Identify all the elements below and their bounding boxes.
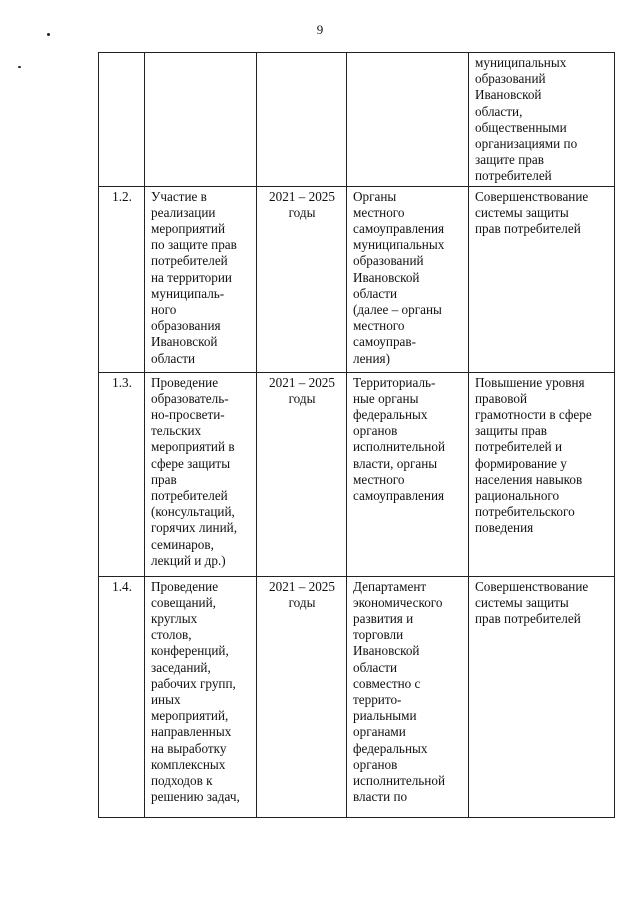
result-cell: муниципальных образований Ивановской области, общественными организациями по защите прав потребителей	[469, 53, 615, 187]
result-cell: Совершенствование системы защиты прав потребителей	[469, 186, 615, 372]
table-row	[99, 576, 615, 817]
measures-table	[98, 52, 615, 818]
table-row	[99, 53, 615, 187]
result-cell: Совершенствование системы защиты прав потребителей	[469, 576, 615, 817]
executor-cell: Департамент экономического развития и торговли Ивановской области совместно с террито- риальными органами федеральных органов исполнительной власти по	[347, 576, 469, 817]
period-cell: 2021 – 2025 годы	[257, 186, 347, 372]
scan-speck-top	[47, 33, 50, 36]
page-number: 9	[316, 22, 324, 37]
period-cell	[257, 53, 347, 187]
row-number	[99, 53, 145, 187]
period-cell: 2021 – 2025 годы	[257, 576, 347, 817]
result-cell: Повышение уровня правовой грамотности в сфере защиты прав потребителей и формирование у населения навыков рационального потребительского поведения	[469, 372, 615, 576]
event-cell: Участие в реализации мероприятий по защите прав потребителей на территории муниципаль- ного образования Ивановской области	[145, 186, 257, 372]
period-cell: 2021 – 2025 годы	[257, 372, 347, 576]
executor-cell: Территориаль- ные органы федеральных органов исполнительной власти, органы местного самоуправления	[347, 372, 469, 576]
table-row	[99, 186, 615, 372]
event-cell: Проведение совещаний, круглых столов, конференций, заседаний, рабочих групп, иных мероприятий, направленных на выработку комплексных подходов к решению задач,	[145, 576, 257, 817]
event-cell	[145, 53, 257, 187]
table-row	[99, 372, 615, 576]
event-cell: Проведение образователь- но-просвети- тельских мероприятий в сфере защиты прав потребителей (консультаций, горячих линий, семинаров, лекций и др.)	[145, 372, 257, 576]
row-number: 1.3.	[99, 372, 145, 576]
row-number: 1.2.	[99, 186, 145, 372]
scan-speck-mid	[18, 66, 21, 68]
executor-cell: Органы местного самоуправления муниципальных образований Ивановской области (далее – органы местного самоуправ- ления)	[347, 186, 469, 372]
row-number: 1.4.	[99, 576, 145, 817]
executor-cell	[347, 53, 469, 187]
